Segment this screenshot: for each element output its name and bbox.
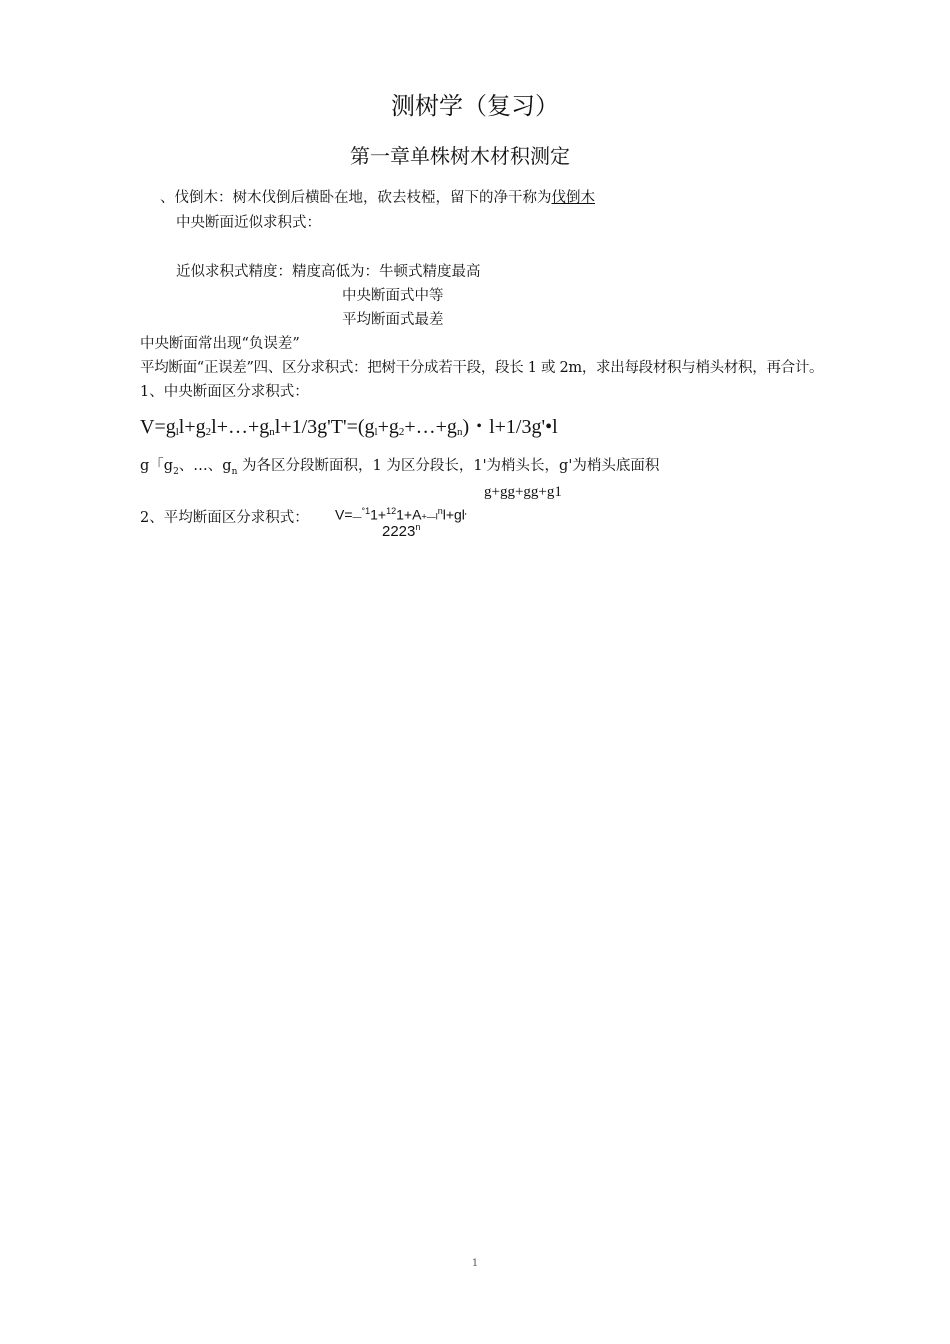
legend-part: 、…、g — [178, 458, 232, 474]
formula-part: ' — [464, 511, 467, 522]
formula-part: + — [421, 511, 427, 522]
negative-error-note: 中央断面常出现“负误差” — [140, 336, 300, 352]
felled-tree-term: 伐倒木 — [551, 190, 595, 206]
formula-superscript: ° — [361, 506, 366, 516]
chapter-heading: 第一章单株树木材积测定 — [350, 144, 570, 168]
formula-part: )・l+1/3g'•l — [462, 416, 558, 438]
felled-tree-text: 、伐倒木：树木伐倒后横卧在地，砍去枝椏，留下的净干称为 — [160, 190, 552, 206]
formula-part: 2223 — [382, 523, 416, 540]
item-1-label: 1、中央断面区分求积式： — [140, 384, 309, 400]
formula-subscript: 2 — [398, 426, 405, 438]
item-2-denominator — [382, 522, 420, 540]
formula-part: — — [426, 511, 436, 522]
felled-tree-definition — [160, 186, 595, 207]
formula-superscript: n — [415, 522, 421, 532]
formula-part: l+…+g — [211, 416, 270, 438]
legend-subscript: n — [231, 466, 238, 477]
formula-part: V= — [335, 506, 353, 523]
formula-part: 1+ — [370, 506, 387, 523]
formula-superscript: 1 — [365, 506, 371, 516]
legend-part: g「g — [140, 458, 174, 474]
accuracy-line-2: 中央断面式中等 — [342, 288, 444, 304]
central-section-formula-label: 中央断面近似求积式： — [176, 215, 321, 231]
formula-part: V=g — [140, 416, 176, 438]
formula-superscript: n — [437, 506, 443, 516]
formula-part: l+gl — [442, 506, 465, 523]
formula-part: 1+A — [396, 506, 422, 523]
page-title: 测树学（复习） — [391, 92, 559, 120]
formula-part: — — [352, 511, 362, 522]
average-section-formula — [335, 506, 467, 523]
formula-part: +…+g — [404, 416, 457, 438]
formula-subscript: l — [175, 426, 179, 438]
variable-legend — [140, 454, 659, 477]
central-section-formula — [140, 410, 558, 439]
legend-part: 为各区分段断面积，1 为区分段长，1'为梢头长，g'为梢头底面积 — [237, 458, 660, 474]
item-2-numerator: g+gg+gg+g1 — [484, 484, 562, 500]
formula-superscript: 12 — [386, 506, 397, 516]
formula-subscript: n — [456, 426, 463, 438]
item-2-label: 2、平均断面区分求积式： — [140, 510, 309, 526]
sectional-method-paragraph: 平均断面“正误差”四、区分求积式：把树干分成若干段，段长 1 或 2m，求出每段材积与梢头材积，再合计。 — [140, 360, 824, 376]
formula-subscript: l — [374, 426, 378, 438]
formula-part: +g — [377, 416, 399, 438]
formula-part: l+1/3g'T'=(g — [274, 416, 375, 438]
formula-subscript: n — [269, 426, 275, 438]
accuracy-line-3: 平均断面式最差 — [342, 312, 444, 328]
formula-subscript: 2 — [205, 426, 212, 438]
formula-part: l — [435, 511, 438, 522]
formula-part: l+g — [178, 416, 206, 438]
accuracy-line-1: 近似求积式精度：精度高低为：牛顿式精度最高 — [176, 264, 481, 280]
legend-subscript: 2 — [173, 466, 179, 477]
page-number: 1 — [471, 1258, 479, 1269]
